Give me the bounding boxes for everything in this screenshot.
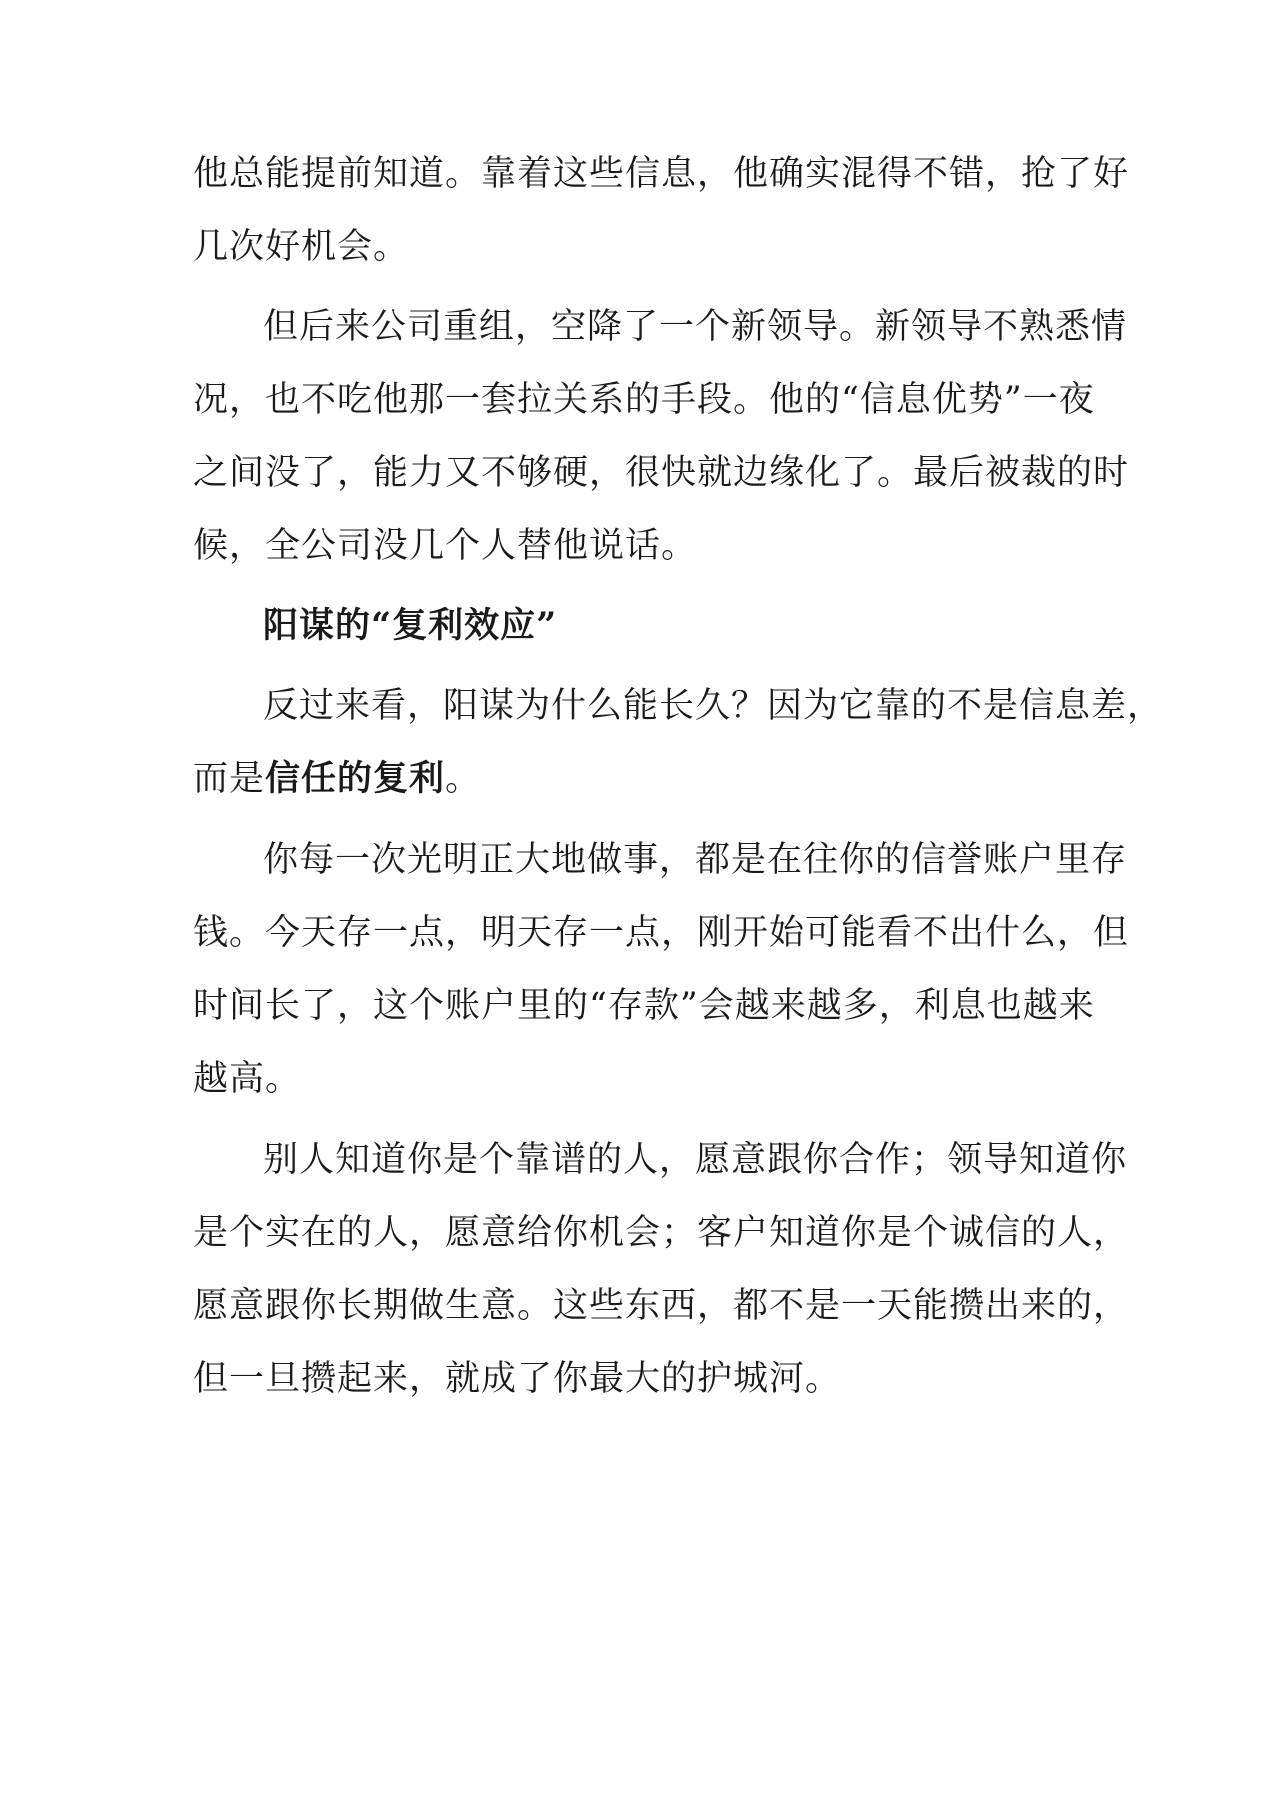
section-heading: 阳谋的“复利效应” xyxy=(263,605,558,646)
paragraph-4-line-4: 越高。 xyxy=(193,1059,302,1099)
paragraph-1-line-2: 几次好机会。 xyxy=(193,227,410,267)
paragraph-5-line-2: 是个实在的人，愿意给你机会；客户知道你是个诚信的人， xyxy=(193,1213,1130,1253)
paragraph-3-prefix: 而是 xyxy=(193,759,266,799)
paragraph-3-bold-phrase: 信任的复利 xyxy=(265,758,446,799)
paragraph-4-line-3: 时间长了，这个账户里的“存款”会越来越多，利息也越来 xyxy=(193,986,1095,1026)
paragraph-5-line-1: 别人知道你是个靠谱的人，愿意跟你合作；领导知道你 xyxy=(263,1140,1128,1180)
paragraph-2-line-4: 候，全公司没几个人替他说话。 xyxy=(193,526,698,566)
paragraph-4-line-1: 你每一次光明正大地做事，都是在往你的信誉账户里存 xyxy=(263,840,1128,880)
paragraph-1-line-1: 他总能提前知道。靠着这些信息，他确实混得不错，抢了好 xyxy=(193,154,1130,194)
paragraph-3-line-2 xyxy=(193,757,1093,801)
paragraph-2-line-2: 况，也不吃他那一套拉关系的手段。他的“信息优势”一夜 xyxy=(193,380,1095,420)
paragraph-4-line-2: 钱。今天存一点，明天存一点，刚开始可能看不出什么，但 xyxy=(193,913,1130,953)
paragraph-3-line-1: 反过来看，阳谋为什么能长久？因为它靠的不是信息差， xyxy=(263,686,1164,726)
paragraph-2-line-1: 但后来公司重组，空降了一个新领导。新领导不熟悉情 xyxy=(263,307,1128,347)
paragraph-5-line-4: 但一旦攒起来，就成了你最大的护城河。 xyxy=(193,1359,842,1399)
paragraph-3-suffix: 。 xyxy=(445,759,482,799)
paragraph-2-line-3: 之间没了，能力又不够硬，很快就边缘化了。最后被裁的时 xyxy=(193,453,1130,493)
paragraph-5-line-3: 愿意跟你长期做生意。这些东西，都不是一天能攒出来的， xyxy=(193,1286,1130,1326)
